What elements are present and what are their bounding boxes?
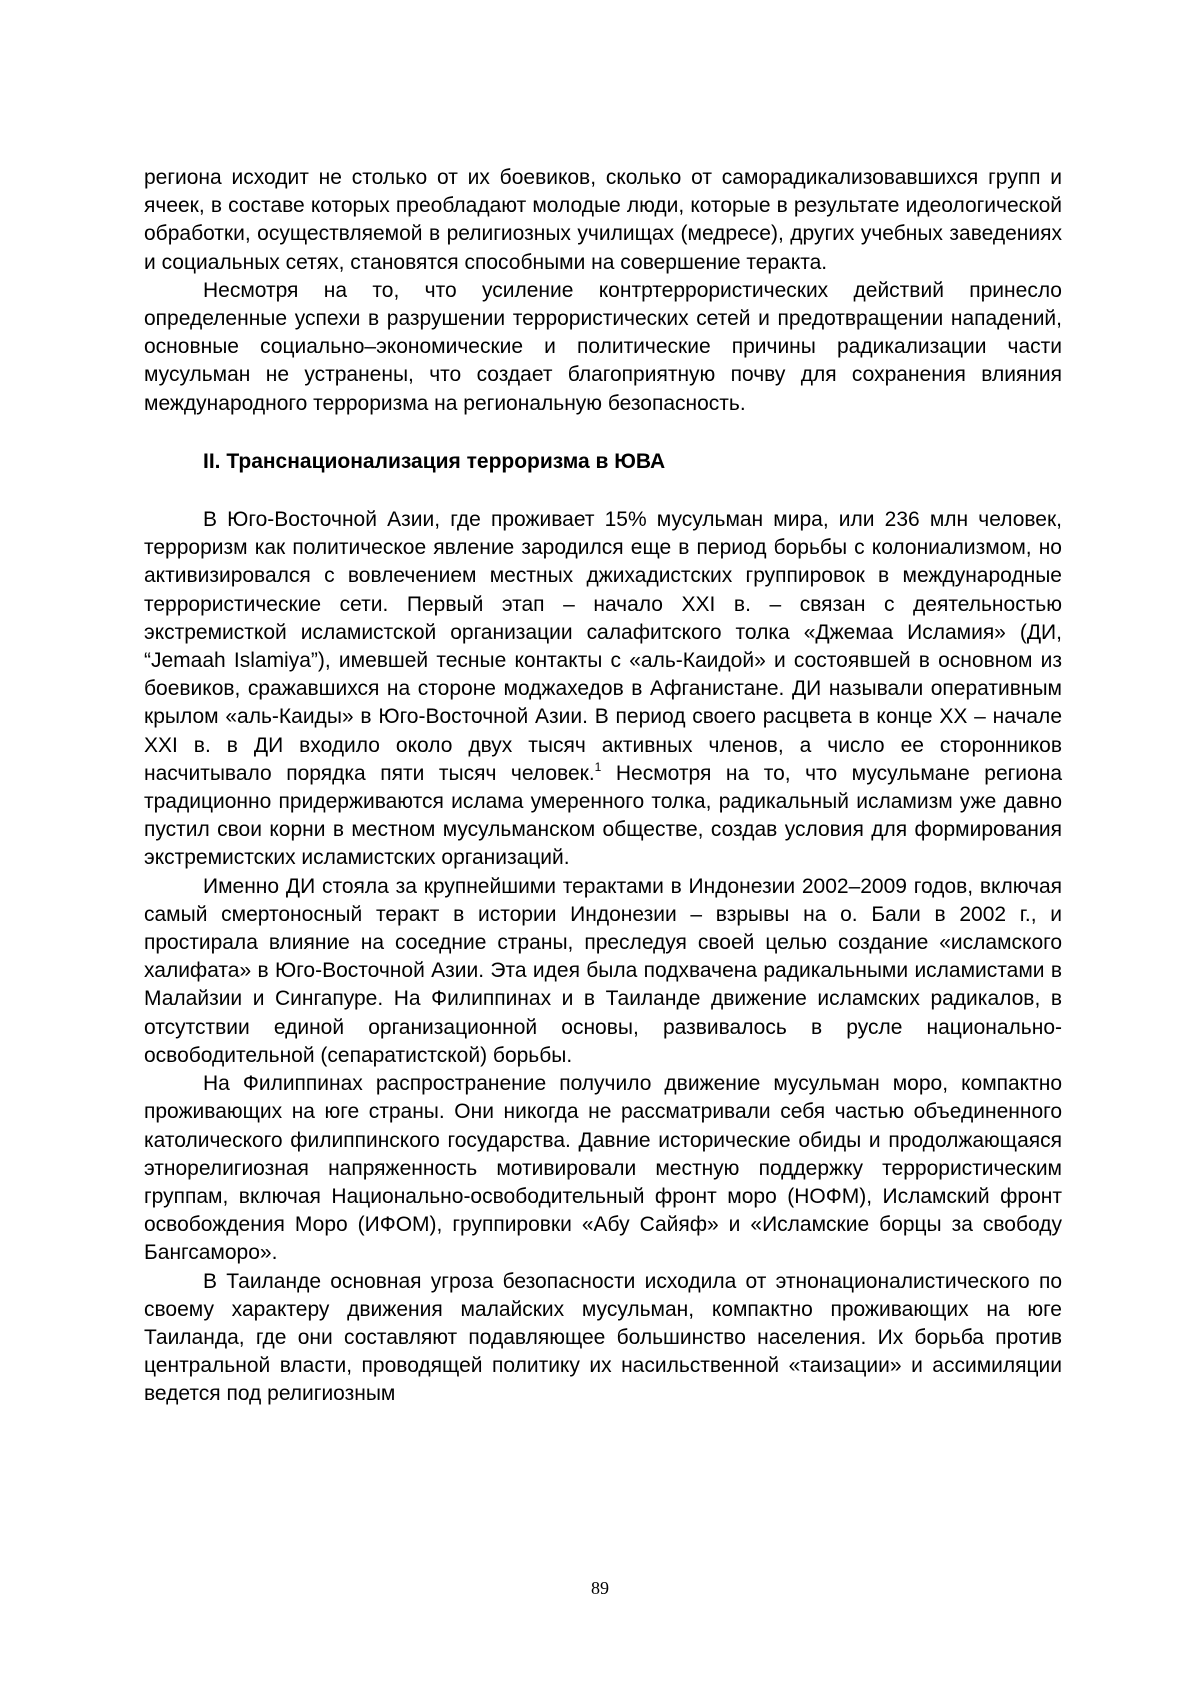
footnote-reference[interactable]: 1 (594, 759, 602, 774)
paragraph-continuation: региона исходит не столько от их боевиков, сколько от саморадикализовавшихся групп и ячеек, в составе которых преобладают молодые люди, которые в результате идеологической обработки, осуществляемой в религиозных училищах (медресе), других учебных заведениях и социальных сетях, становятся способными на совершение теракта. (144, 166, 1062, 274)
section-heading: II. Транснационализация терроризма в ЮВА (203, 449, 666, 473)
paragraph-jemaah-islamiya (144, 506, 1062, 873)
page-body (144, 164, 1062, 1409)
paragraph-thailand: В Таиланде основная угроза безопасности исходила от этнонационалистического по своему характеру движения малайских мусульман, компактно проживающих на юге Таиланда, где они составляют подавляющее большинство населения. Их борьба против центральной власти, проводящей политику их насильственной «таизации» и ассимиляции ведется под религиозным (144, 1269, 1062, 1406)
paragraph-text: Несмотря на то, что мусульмане региона традиционно придерживаются ислама умеренного толка, радикальный исламизм уже давно пустил свои корни в местном мусульманском обществе, создав условия для формирования экстремистских исламистских организаций. (144, 761, 1062, 870)
paragraph-philippines: На Филиппинах распространение получило движение мусульман моро, компактно проживающих на юге страны. Они никогда не рассматривали себя частью объединенного католического филиппинского государства. Давние исторические обиды и продолжающаяся этнорелигиозная напряженность мотивировали местную поддержку террористическим группам, включая Национально-освободительный фронт моро (НОФМ), Исламский фронт освобождения Моро (ИФОМ), группировки «Абу Сайяф» и «Исламские борцы за свободу Бангсаморо». (144, 1072, 1062, 1265)
page-number: 89 (591, 1578, 609, 1598)
paragraph-indonesia-attacks: Именно ДИ стояла за крупнейшими терактами в Индонезии 2002–2009 годов, включая самый смертоносный теракт в истории Индонезии – взрывы на о. Бали в 2002 г., и простирала влияние на соседние страны, преследуя своей целью создание «исламского халифата» в Юго-Восточной Азии. Эта идея была подхвачена радикальными исламистами в Малайзии и Сингапуре. На Филиппинах и в Таиланде движение исламских радикалов, в отсутствии единой организационной основы, развивалось в русле национально-освободительной (сепаратистской) борьбы. (144, 874, 1062, 1067)
paragraph-counterterrorism: Несмотря на то, что усиление контртеррористических действий принесло определенные успехи в разрушении террористических сетей и предотвращении нападений, основные социально–экономические и политические причины радикализации части мусульман не устранены, что создает благоприятную почву для сохранения влияния международного терроризма на региональную безопасность. (144, 278, 1062, 415)
paragraph-text: В Юго-Восточной Азии, где проживает 15% мусульман мира, или 236 млн человек, терроризм как политическое явление зародился еще в период борьбы с колониализмом, но активизировался с вовлечением местных джихадистских группировок в международные террористические сети. Первый этап – начало XXI в. – связан с деятельностью экстремисткой исламистской организации салафитского толка «Джемаа Исламия» (ДИ, “Jemaah Islamiya”), имевшей тесные контакты с «аль-Каидой» и состоявшей в основном из боевиков, сражавшихся на стороне моджахедов в Афганистане. ДИ называли оперативным крылом «аль-Каиды» в Юго-Восточной Азии. В период своего расцвета в конце XX – начале XXI в. в ДИ входило около двух тысяч активных членов, а число ее сторонников насчитывало порядка пяти тысяч человек. (144, 508, 1062, 785)
